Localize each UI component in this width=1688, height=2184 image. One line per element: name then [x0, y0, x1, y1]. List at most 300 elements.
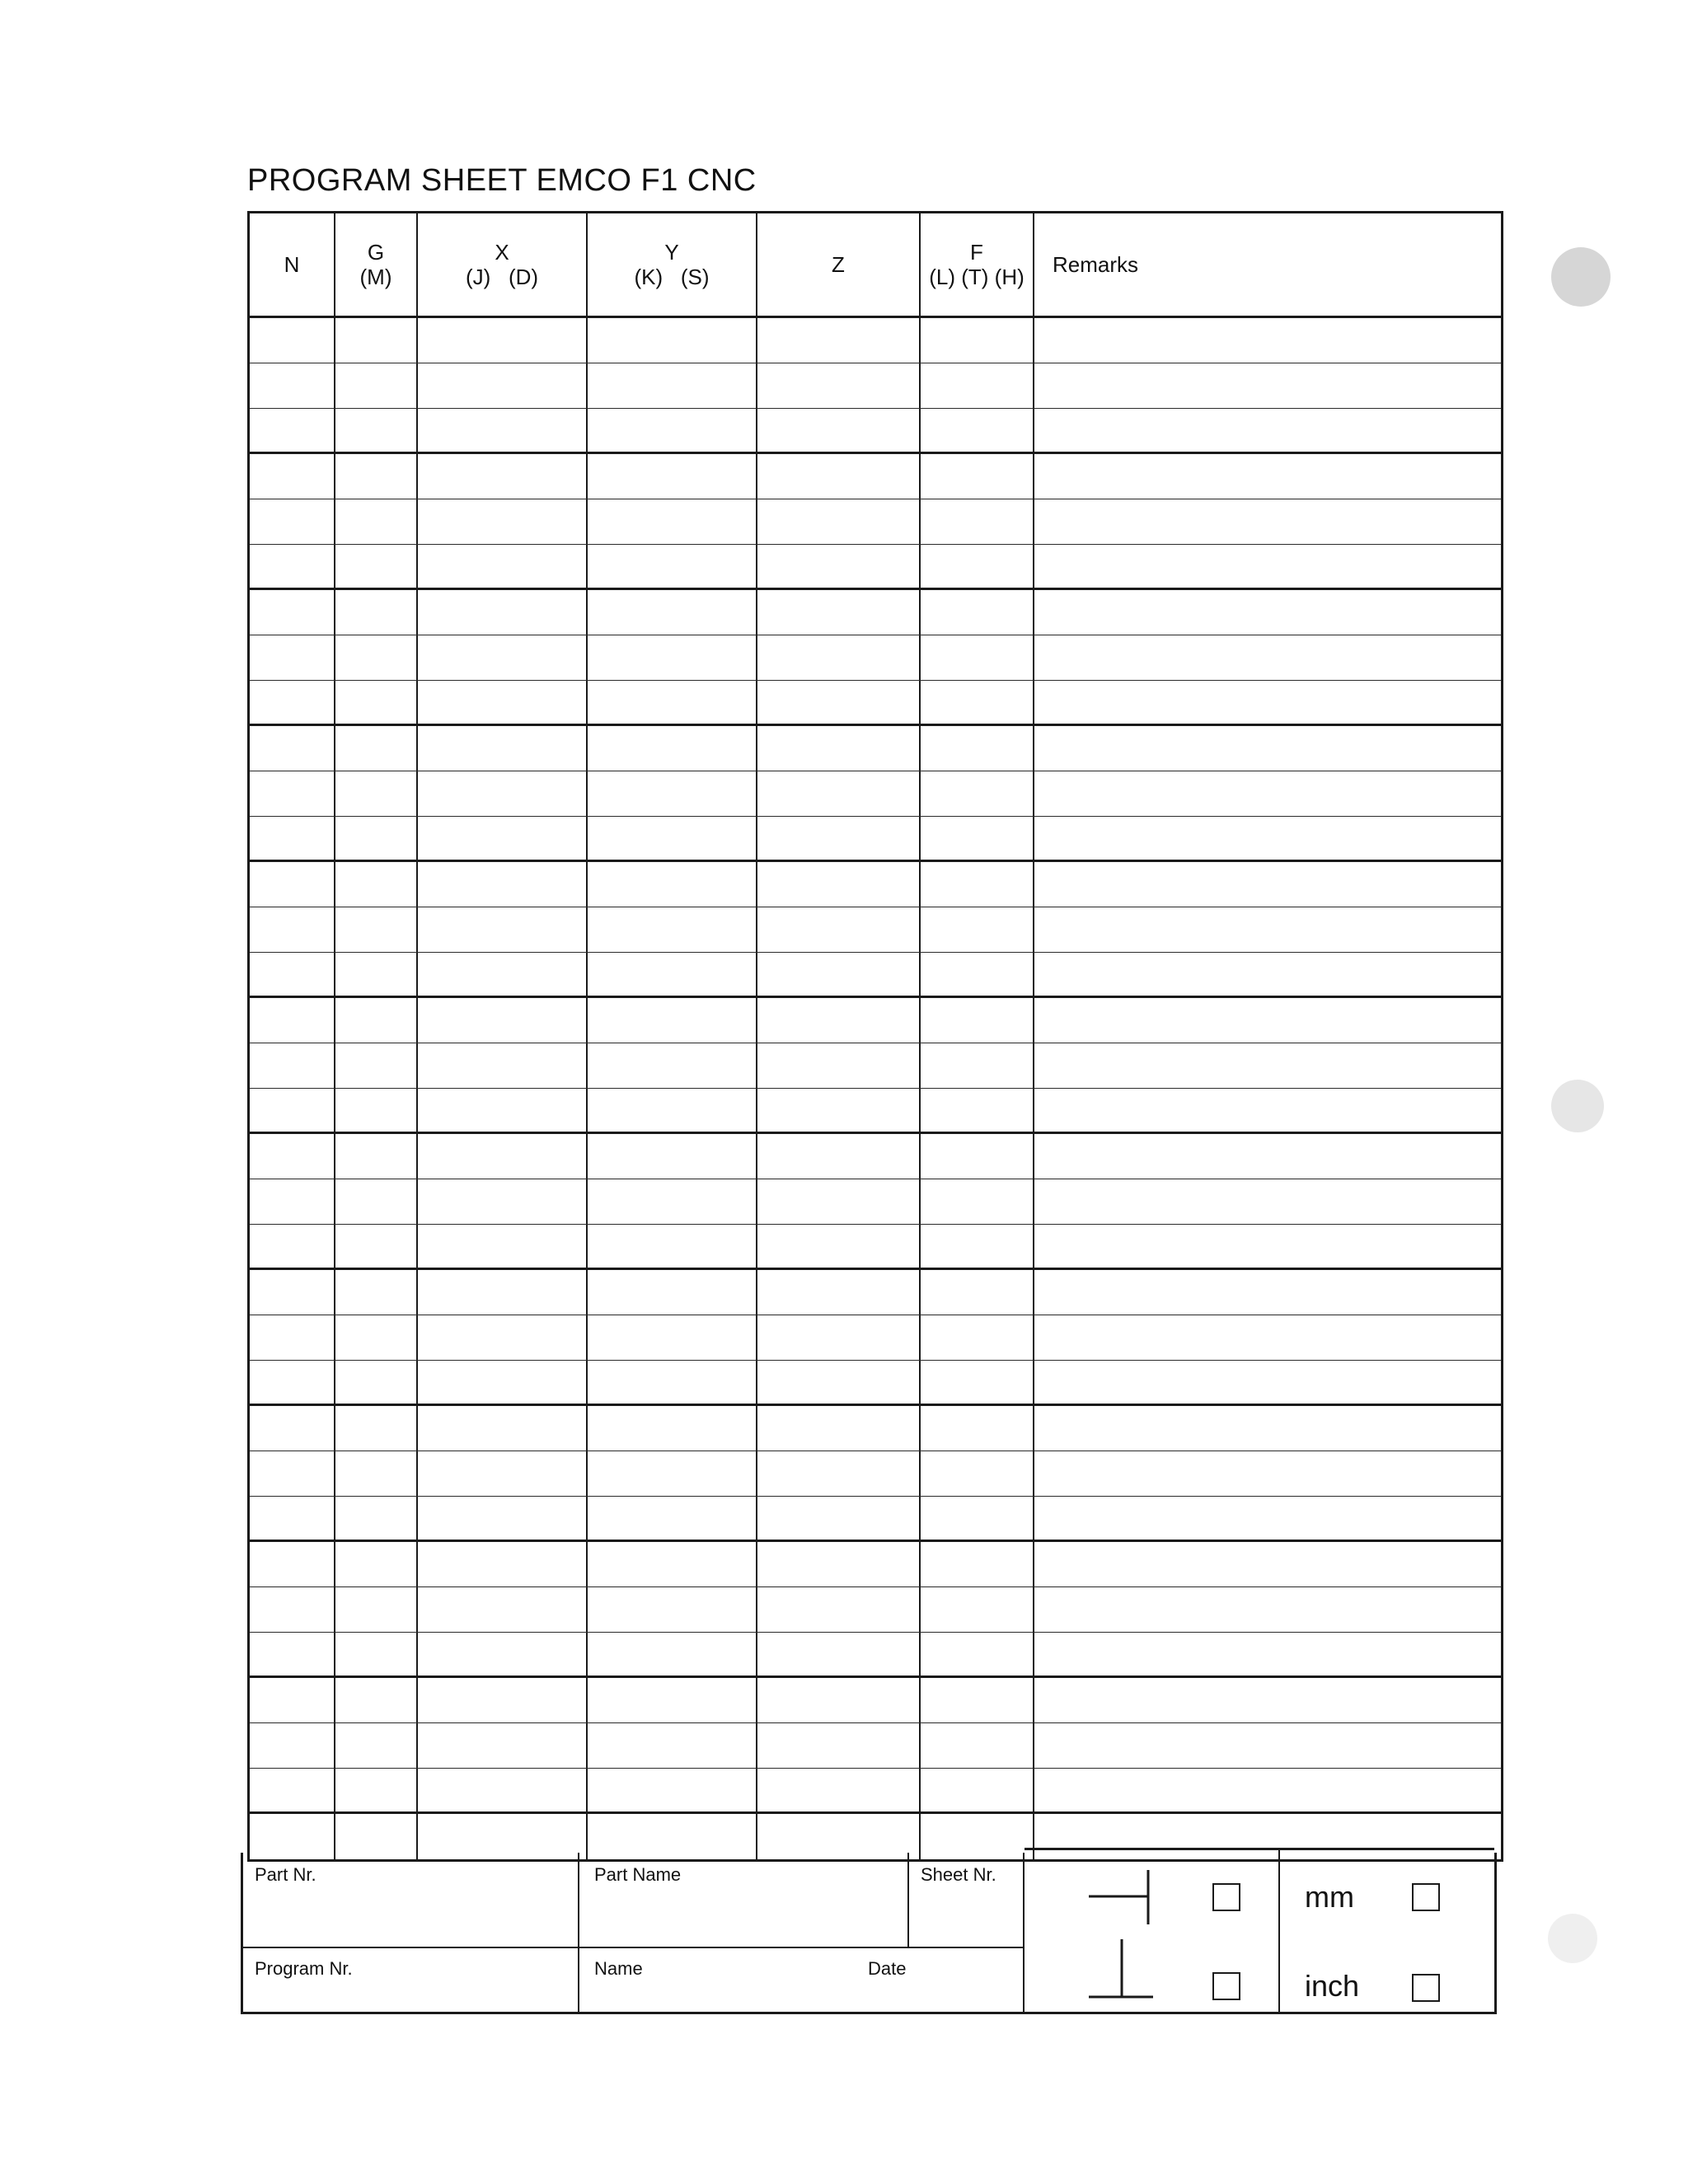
cell-f[interactable]	[921, 363, 1034, 408]
cell-y[interactable]	[588, 998, 757, 1043]
cell-z[interactable]	[757, 499, 921, 544]
cell-f[interactable]	[921, 1678, 1034, 1722]
cell-n[interactable]	[250, 1270, 335, 1315]
cell-z[interactable]	[757, 1406, 921, 1451]
cell-y[interactable]	[588, 590, 757, 635]
cell-z[interactable]	[757, 363, 921, 408]
cell-g[interactable]	[335, 409, 418, 452]
cell-n[interactable]	[250, 409, 335, 452]
table-row	[250, 1587, 1501, 1633]
cell-remarks[interactable]	[1034, 1361, 1501, 1404]
part-name-field[interactable]	[579, 1853, 909, 1948]
cell-g[interactable]	[335, 1361, 418, 1404]
cell-g[interactable]	[335, 454, 418, 499]
cell-g[interactable]	[335, 1497, 418, 1540]
cell-remarks[interactable]	[1034, 1633, 1501, 1675]
cell-g[interactable]	[335, 1315, 418, 1360]
cell-x[interactable]	[418, 1542, 588, 1586]
cell-z[interactable]	[757, 1043, 921, 1088]
cell-g[interactable]	[335, 817, 418, 860]
cell-z[interactable]	[757, 1723, 921, 1768]
cell-g[interactable]	[335, 635, 418, 680]
table-row	[250, 1769, 1501, 1814]
cell-z[interactable]	[757, 1678, 921, 1722]
table-row	[250, 363, 1501, 409]
cell-remarks[interactable]	[1034, 318, 1501, 363]
program-nr-label: Program Nr.	[255, 1958, 353, 1979]
col-header-z: Z	[757, 213, 921, 316]
cell-y[interactable]	[588, 1587, 757, 1632]
table-row	[250, 1678, 1501, 1723]
cell-x[interactable]	[418, 590, 588, 635]
cell-remarks[interactable]	[1034, 1043, 1501, 1088]
cell-g[interactable]	[335, 681, 418, 724]
cell-n[interactable]	[250, 1406, 335, 1451]
mm-label: mm	[1305, 1880, 1354, 1914]
col-header-remarks: Remarks	[1053, 252, 1139, 277]
cell-f[interactable]	[921, 590, 1034, 635]
cell-z[interactable]	[757, 1361, 921, 1404]
cell-g[interactable]	[335, 1270, 418, 1315]
cell-z[interactable]	[757, 771, 921, 816]
cell-remarks[interactable]	[1034, 1406, 1501, 1451]
table-row	[250, 953, 1501, 998]
cell-n[interactable]	[250, 1315, 335, 1360]
cell-n[interactable]	[250, 1043, 335, 1088]
cell-g[interactable]	[335, 590, 418, 635]
cell-g[interactable]	[335, 1723, 418, 1768]
table-row	[250, 1542, 1501, 1587]
cell-x[interactable]	[418, 1769, 588, 1811]
cell-f[interactable]	[921, 1179, 1034, 1224]
cell-x[interactable]	[418, 1270, 588, 1315]
cell-z[interactable]	[757, 1225, 921, 1268]
cell-remarks[interactable]	[1034, 1769, 1501, 1811]
cell-f[interactable]	[921, 1587, 1034, 1632]
cell-z[interactable]	[757, 862, 921, 907]
cell-z[interactable]	[757, 1270, 921, 1315]
cell-z[interactable]	[757, 1587, 921, 1632]
cell-remarks[interactable]	[1034, 1723, 1501, 1768]
cell-z[interactable]	[757, 1769, 921, 1811]
cell-x[interactable]	[418, 1678, 588, 1722]
table-row	[250, 1089, 1501, 1134]
cell-f[interactable]	[921, 1089, 1034, 1132]
cell-x[interactable]	[418, 1043, 588, 1088]
cell-remarks[interactable]	[1034, 409, 1501, 452]
cell-n[interactable]	[250, 499, 335, 544]
cell-y[interactable]	[588, 1633, 757, 1675]
table-header	[250, 213, 1501, 318]
table-row	[250, 1179, 1501, 1225]
cell-y[interactable]	[588, 635, 757, 680]
cell-f[interactable]	[921, 1043, 1034, 1088]
cell-y[interactable]	[588, 409, 757, 452]
cell-g[interactable]	[335, 1089, 418, 1132]
cell-f[interactable]	[921, 318, 1034, 363]
cell-z[interactable]	[757, 1134, 921, 1179]
cell-x[interactable]	[418, 318, 588, 363]
cell-z[interactable]	[757, 907, 921, 952]
top-view-checkbox[interactable]	[1212, 1972, 1240, 2000]
col-header-y: Y (K) (S)	[588, 213, 757, 316]
cell-remarks[interactable]	[1034, 1134, 1501, 1179]
cell-z[interactable]	[757, 409, 921, 452]
binder-hole-bottom	[1548, 1914, 1597, 1963]
cell-x[interactable]	[418, 1451, 588, 1496]
cell-n[interactable]	[250, 545, 335, 588]
table-row	[250, 499, 1501, 545]
cell-n[interactable]	[250, 1497, 335, 1540]
cell-f[interactable]	[921, 1633, 1034, 1675]
cell-g[interactable]	[335, 363, 418, 408]
cell-x[interactable]	[418, 635, 588, 680]
cell-f[interactable]	[921, 1361, 1034, 1404]
table-row	[250, 862, 1501, 907]
cell-f[interactable]	[921, 409, 1034, 452]
cell-y[interactable]	[588, 1542, 757, 1586]
table-row	[250, 1315, 1501, 1361]
cell-remarks[interactable]	[1034, 454, 1501, 499]
cell-y[interactable]	[588, 1134, 757, 1179]
cell-n[interactable]	[250, 1179, 335, 1224]
cell-f[interactable]	[921, 635, 1034, 680]
table-row	[250, 681, 1501, 726]
part-name-label: Part Name	[594, 1864, 682, 1885]
cell-z[interactable]	[757, 998, 921, 1043]
cell-g[interactable]	[335, 1043, 418, 1088]
cell-x[interactable]	[418, 1089, 588, 1132]
program-nr-field[interactable]	[243, 1948, 579, 2012]
cell-n[interactable]	[250, 1134, 335, 1179]
cell-n[interactable]	[250, 1769, 335, 1811]
table-row	[250, 1633, 1501, 1678]
cell-f[interactable]	[921, 1225, 1034, 1268]
table-row	[250, 1270, 1501, 1315]
cell-g[interactable]	[335, 1134, 418, 1179]
cell-n[interactable]	[250, 318, 335, 363]
cell-f[interactable]	[921, 862, 1034, 907]
cell-x[interactable]	[418, 545, 588, 588]
cell-g[interactable]	[335, 907, 418, 952]
cell-f[interactable]	[921, 499, 1034, 544]
cell-g[interactable]	[335, 862, 418, 907]
cell-z[interactable]	[757, 454, 921, 499]
cell-y[interactable]	[588, 817, 757, 860]
cell-n[interactable]	[250, 1633, 335, 1675]
cell-n[interactable]	[250, 953, 335, 996]
cell-z[interactable]	[757, 1179, 921, 1224]
cell-z[interactable]	[757, 1089, 921, 1132]
cell-n[interactable]	[250, 590, 335, 635]
cell-f[interactable]	[921, 817, 1034, 860]
cell-f[interactable]	[921, 1497, 1034, 1540]
cell-remarks[interactable]	[1034, 726, 1501, 771]
cell-y[interactable]	[588, 726, 757, 771]
cell-y[interactable]	[588, 1089, 757, 1132]
table-row	[250, 1043, 1501, 1089]
cell-remarks[interactable]	[1034, 817, 1501, 860]
cell-x[interactable]	[418, 1587, 588, 1632]
cell-z[interactable]	[757, 1315, 921, 1360]
cell-x[interactable]	[418, 1225, 588, 1268]
cell-g[interactable]	[335, 771, 418, 816]
cell-z[interactable]	[757, 726, 921, 771]
table-row	[250, 817, 1501, 862]
cell-g[interactable]	[335, 1406, 418, 1451]
table-row	[250, 545, 1501, 590]
cell-x[interactable]	[418, 499, 588, 544]
cell-remarks[interactable]	[1034, 862, 1501, 907]
col-header-g: G (M)	[335, 213, 418, 316]
binder-hole-top	[1551, 247, 1611, 307]
cell-z[interactable]	[757, 1497, 921, 1540]
cell-remarks[interactable]	[1034, 1270, 1501, 1315]
cell-x[interactable]	[418, 454, 588, 499]
cell-n[interactable]	[250, 1542, 335, 1586]
cell-y[interactable]	[588, 1678, 757, 1722]
cell-y[interactable]	[588, 1406, 757, 1451]
cell-g[interactable]	[335, 1542, 418, 1586]
sheet-nr-field[interactable]	[909, 1853, 1025, 1948]
cell-f[interactable]	[921, 1270, 1034, 1315]
cell-n[interactable]	[250, 1361, 335, 1404]
cell-g[interactable]	[335, 318, 418, 363]
cell-x[interactable]	[418, 1497, 588, 1540]
cell-remarks[interactable]	[1034, 1497, 1501, 1540]
cell-z[interactable]	[757, 590, 921, 635]
cell-g[interactable]	[335, 1678, 418, 1722]
cell-g[interactable]	[335, 499, 418, 544]
cell-x[interactable]	[418, 862, 588, 907]
cell-remarks[interactable]	[1034, 1451, 1501, 1496]
cell-f[interactable]	[921, 998, 1034, 1043]
cell-f[interactable]	[921, 545, 1034, 588]
cell-n[interactable]	[250, 1587, 335, 1632]
cell-x[interactable]	[418, 1179, 588, 1224]
cell-f[interactable]	[921, 681, 1034, 724]
cell-g[interactable]	[335, 545, 418, 588]
cell-y[interactable]	[588, 499, 757, 544]
cell-n[interactable]	[250, 1089, 335, 1132]
cell-n[interactable]	[250, 1225, 335, 1268]
cell-y[interactable]	[588, 545, 757, 588]
cell-f[interactable]	[921, 953, 1034, 996]
table-row	[250, 409, 1501, 454]
cell-y[interactable]	[588, 1723, 757, 1768]
cell-n[interactable]	[250, 862, 335, 907]
table-row	[250, 454, 1501, 499]
cell-remarks[interactable]	[1034, 1089, 1501, 1132]
cell-z[interactable]	[757, 635, 921, 680]
cell-remarks[interactable]	[1034, 1225, 1501, 1268]
cell-y[interactable]	[588, 907, 757, 952]
cell-x[interactable]	[418, 409, 588, 452]
cell-y[interactable]	[588, 1769, 757, 1811]
table-row	[250, 1451, 1501, 1497]
program-grid	[247, 211, 1503, 1862]
cell-n[interactable]	[250, 726, 335, 771]
cell-y[interactable]	[588, 1497, 757, 1540]
cell-y[interactable]	[588, 1179, 757, 1224]
cell-y[interactable]	[588, 1225, 757, 1268]
page-title: PROGRAM SHEET EMCO F1 CNC	[247, 163, 757, 198]
inch-checkbox[interactable]	[1412, 1974, 1440, 2002]
cell-f[interactable]	[921, 1134, 1034, 1179]
projection-panel	[1025, 1848, 1280, 2012]
cell-y[interactable]	[588, 681, 757, 724]
col-header-n: N	[250, 213, 335, 316]
cell-remarks[interactable]	[1034, 363, 1501, 408]
cell-f[interactable]	[921, 1315, 1034, 1360]
cell-z[interactable]	[757, 817, 921, 860]
table-row	[250, 635, 1501, 681]
cell-x[interactable]	[418, 953, 588, 996]
cell-g[interactable]	[335, 953, 418, 996]
cell-remarks[interactable]	[1034, 771, 1501, 816]
mm-checkbox[interactable]	[1412, 1883, 1440, 1911]
cell-x[interactable]	[418, 1134, 588, 1179]
cell-x[interactable]	[418, 907, 588, 952]
cell-g[interactable]	[335, 1179, 418, 1224]
cell-y[interactable]	[588, 1315, 757, 1360]
cell-n[interactable]	[250, 681, 335, 724]
cell-remarks[interactable]	[1034, 907, 1501, 952]
col-header-x: X (J) (D)	[418, 213, 588, 316]
top-view-symbol-icon	[1089, 1939, 1155, 2005]
cell-g[interactable]	[335, 1633, 418, 1675]
cell-remarks[interactable]	[1034, 499, 1501, 544]
part-nr-field[interactable]	[243, 1853, 579, 1948]
cell-n[interactable]	[250, 363, 335, 408]
table-row	[250, 771, 1501, 817]
cell-x[interactable]	[418, 1723, 588, 1768]
cell-n[interactable]	[250, 454, 335, 499]
cell-x[interactable]	[418, 1633, 588, 1675]
cell-g[interactable]	[335, 1225, 418, 1268]
sheet-nr-label: Sheet Nr.	[921, 1864, 996, 1885]
table-row	[250, 1723, 1501, 1769]
cell-remarks[interactable]	[1034, 681, 1501, 724]
cell-g[interactable]	[335, 1451, 418, 1496]
cell-y[interactable]	[588, 363, 757, 408]
cell-n[interactable]	[250, 907, 335, 952]
cell-remarks[interactable]	[1034, 1678, 1501, 1722]
cell-g[interactable]	[335, 998, 418, 1043]
table-row	[250, 998, 1501, 1043]
cell-z[interactable]	[757, 681, 921, 724]
col-header-f: F (L) (T) (H)	[921, 213, 1034, 316]
sheet-footer	[241, 1853, 1497, 2014]
cell-f[interactable]	[921, 1542, 1034, 1586]
cell-x[interactable]	[418, 817, 588, 860]
cell-remarks[interactable]	[1034, 1179, 1501, 1224]
cell-n[interactable]	[250, 635, 335, 680]
cell-z[interactable]	[757, 1451, 921, 1496]
cell-z[interactable]	[757, 1542, 921, 1586]
cell-n[interactable]	[250, 1723, 335, 1768]
cell-n[interactable]	[250, 1678, 335, 1722]
cell-f[interactable]	[921, 771, 1034, 816]
cell-x[interactable]	[418, 998, 588, 1043]
cell-g[interactable]	[335, 726, 418, 771]
side-view-symbol-icon	[1089, 1865, 1155, 1931]
binder-hole-middle	[1551, 1080, 1604, 1132]
cell-z[interactable]	[757, 318, 921, 363]
name-date-field[interactable]	[579, 1948, 1025, 2012]
cell-y[interactable]	[588, 771, 757, 816]
cell-remarks[interactable]	[1034, 1315, 1501, 1360]
cell-f[interactable]	[921, 1406, 1034, 1451]
part-nr-label: Part Nr.	[255, 1864, 316, 1885]
cell-x[interactable]	[418, 1361, 588, 1404]
cell-f[interactable]	[921, 1451, 1034, 1496]
units-panel	[1280, 1848, 1494, 2012]
cell-y[interactable]	[588, 1270, 757, 1315]
cell-n[interactable]	[250, 1451, 335, 1496]
cell-z[interactable]	[757, 545, 921, 588]
cell-n[interactable]	[250, 998, 335, 1043]
cell-z[interactable]	[757, 1633, 921, 1675]
table-row	[250, 907, 1501, 953]
cell-y[interactable]	[588, 454, 757, 499]
date-label: Date	[868, 1958, 907, 1979]
cell-remarks[interactable]	[1034, 590, 1501, 635]
cell-x[interactable]	[418, 1406, 588, 1451]
cell-remarks[interactable]	[1034, 635, 1501, 680]
cell-y[interactable]	[588, 1361, 757, 1404]
table-row	[250, 726, 1501, 771]
cell-x[interactable]	[418, 681, 588, 724]
side-view-checkbox[interactable]	[1212, 1883, 1240, 1911]
cell-remarks[interactable]	[1034, 1542, 1501, 1586]
cell-remarks[interactable]	[1034, 1587, 1501, 1632]
table-row	[250, 1361, 1501, 1406]
cell-y[interactable]	[588, 318, 757, 363]
cell-remarks[interactable]	[1034, 545, 1501, 588]
cell-n[interactable]	[250, 771, 335, 816]
cell-y[interactable]	[588, 1451, 757, 1496]
cell-f[interactable]	[921, 454, 1034, 499]
cell-f[interactable]	[921, 726, 1034, 771]
cell-y[interactable]	[588, 862, 757, 907]
cell-remarks[interactable]	[1034, 998, 1501, 1043]
table-row	[250, 1225, 1501, 1270]
cell-x[interactable]	[418, 726, 588, 771]
table-row	[250, 318, 1501, 363]
table-row	[250, 1134, 1501, 1179]
table-row	[250, 1406, 1501, 1451]
table-row	[250, 1497, 1501, 1542]
cell-g[interactable]	[335, 1769, 418, 1811]
cell-g[interactable]	[335, 1587, 418, 1632]
cell-f[interactable]	[921, 907, 1034, 952]
cell-z[interactable]	[757, 953, 921, 996]
cell-x[interactable]	[418, 363, 588, 408]
inch-label: inch	[1305, 1969, 1360, 2003]
cell-f[interactable]	[921, 1723, 1034, 1768]
table-row	[250, 590, 1501, 635]
cell-x[interactable]	[418, 771, 588, 816]
cell-x[interactable]	[418, 1315, 588, 1360]
cell-y[interactable]	[588, 953, 757, 996]
table-body	[250, 318, 1501, 1859]
name-label: Name	[594, 1958, 643, 1979]
cell-f[interactable]	[921, 1769, 1034, 1811]
cell-n[interactable]	[250, 817, 335, 860]
cell-y[interactable]	[588, 1043, 757, 1088]
cell-remarks[interactable]	[1034, 953, 1501, 996]
